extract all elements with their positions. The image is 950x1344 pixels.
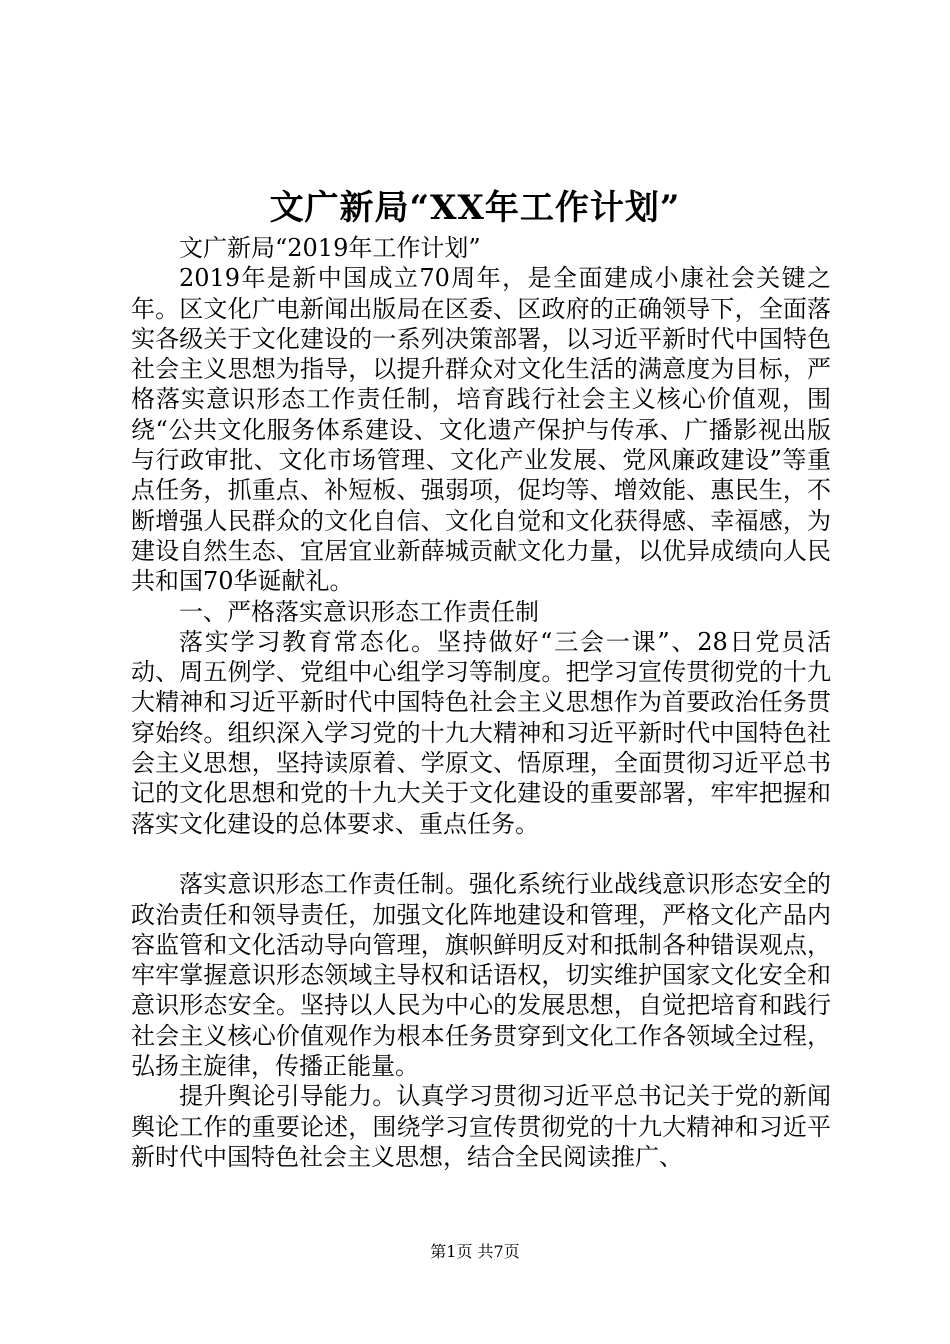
paragraph-responsibility: 落实意识形态工作责任制。强化系统行业战线意识形态安全的政治责任和领导责任，加强文化阵地建设和管理，严格文化产品内容监管和文化活动导向管理，旗帜鲜明反对和抵制各种错误观点，牢牢掌握意识形态领域主导权和话语权，切实维护国家文化安全和意识形态安全。坚持以人民为中心的发展思想，自觉把培育和践行社会主义核心价值观作为根本任务贯穿到文化工作各领域全过程，弘扬主旋律，传播正能量。 <box>131 870 831 1081</box>
document-body <box>131 233 831 1172</box>
section-heading-1: 一、严格落实意识形态工作责任制 <box>179 597 539 626</box>
paragraph-intro: 2019年是新中国成立70周年，是全面建成小康社会关键之年。区文化广电新闻出版局在区委、区政府的正确领导下，全面落实各级关于文化建设的一系列决策部署，以习近平新时代中国特色社会主义思想为指导，以提升群众对文化生活的满意度为目标，严格落实意识形态工作责任制，培育践行社会主义核心价值观，围绕“公共文化服务体系建设、文化遗产保护与传承、广播影视出版与行政审批、文化市场管理、文化产业发展、党风廉政建设”等重点任务，抓重点、补短板、强弱项，促均等、增效能、惠民生，不断增强人民群众的文化自信、文化自觉和文化获得感、幸福感，为建设自然生态、宜居宜业新薛城贡献文化力量，以优异成绩向人民共和国70华诞献礼。 <box>131 264 831 596</box>
paragraph-gap <box>131 839 831 869</box>
paragraph-public-opinion: 提升舆论引导能力。认真学习贯彻习近平总书记关于党的新闻舆论工作的重要论述，围绕学习宣传贯彻党的十九大精神和习近平新时代中国特色社会主义思想，结合全民阅读推广、 <box>131 1082 831 1171</box>
document-subtitle: 文广新局“2019年工作计划” <box>179 234 481 262</box>
paragraph-study: 落实学习教育常态化。坚持做好“三会一课”、28日党员活动、周五例学、党组中心组学习等制度。把学习宣传贯彻党的十九大精神和习近平新时代中国特色社会主义思想作为首要政治任务贯穿始终。组织深入学习党的十九大精神和习近平新时代中国特色社会主义思想，坚持读原着、学原文、悟原理，全面贯彻习近平总书记的文化思想和党的十九大关于文化建设的重要部署，牢牢把握和落实文化建设的总体要求、重点任务。 <box>131 627 831 838</box>
page-number: 第1页 共7页 <box>430 1242 520 1261</box>
document-title: 文广新局“XX年工作计划” <box>269 188 681 228</box>
